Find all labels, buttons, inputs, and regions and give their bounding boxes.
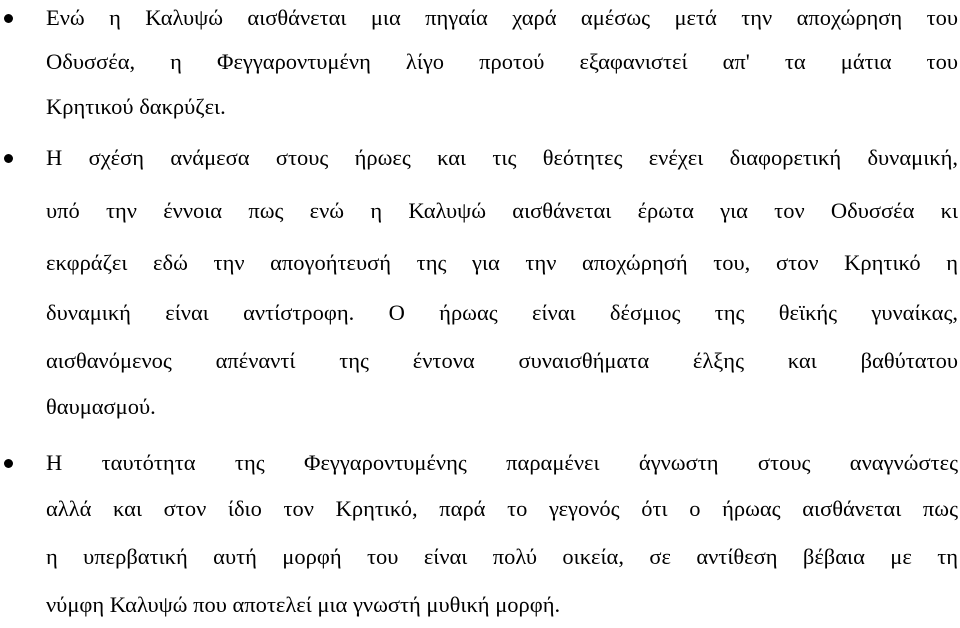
paragraph-line: εκφράζει εδώ την απογοήτευσή της για την αποχώρησή του, στον Κρητικό η (46, 250, 958, 275)
paragraph-line: Κρητικού δακρύζει. (46, 94, 226, 119)
bullet-dot-icon (4, 154, 13, 163)
paragraph-line: αλλά και στον ίδιο τον Κρητικό, παρά το γεγονός ότι ο ήρωας αισθάνεται πως (46, 496, 958, 521)
paragraph-line: Οδυσσέα, η Φεγγαροντυμένη λίγο προτού εξαφανιστεί απ' τα μάτια του (46, 49, 958, 74)
paragraph-line: Η ταυτότητα της Φεγγαροντυμένης παραμένει άγνωστη στους αναγνώστες (46, 450, 958, 475)
paragraph-line: νύμφη Καλυψώ που αποτελεί μια γνωστή μυθική μορφή. (46, 592, 561, 617)
bullet-dot-icon (4, 459, 13, 468)
paragraph-line: υπό την έννοια πως ενώ η Καλυψώ αισθάνεται έρωτα για τον Οδυσσέα κι (46, 198, 958, 223)
paragraph-line: αισθανόμενος απέναντί της έντονα συναισθήματα έλξης και βαθύτατου (46, 348, 958, 373)
paragraph-line: η υπερβατική αυτή μορφή του είναι πολύ οικεία, σε αντίθεση βέβαια με τη (46, 544, 958, 569)
paragraph-line: Η σχέση ανάμεσα στους ήρωες και τις θεότητες ενέχει διαφορετική δυναμική, (46, 145, 958, 170)
bullet-dot-icon (4, 14, 13, 23)
paragraph-line: θαυμασμού. (46, 394, 156, 419)
paragraph-line: Ενώ η Καλυψώ αισθάνεται μια πηγαία χαρά αμέσως μετά την αποχώρηση του (46, 5, 958, 30)
paragraph-line: δυναμική είναι αντίστροφη. Ο ήρωας είναι δέσμιος της θεϊκής γυναίκας, (46, 300, 958, 325)
